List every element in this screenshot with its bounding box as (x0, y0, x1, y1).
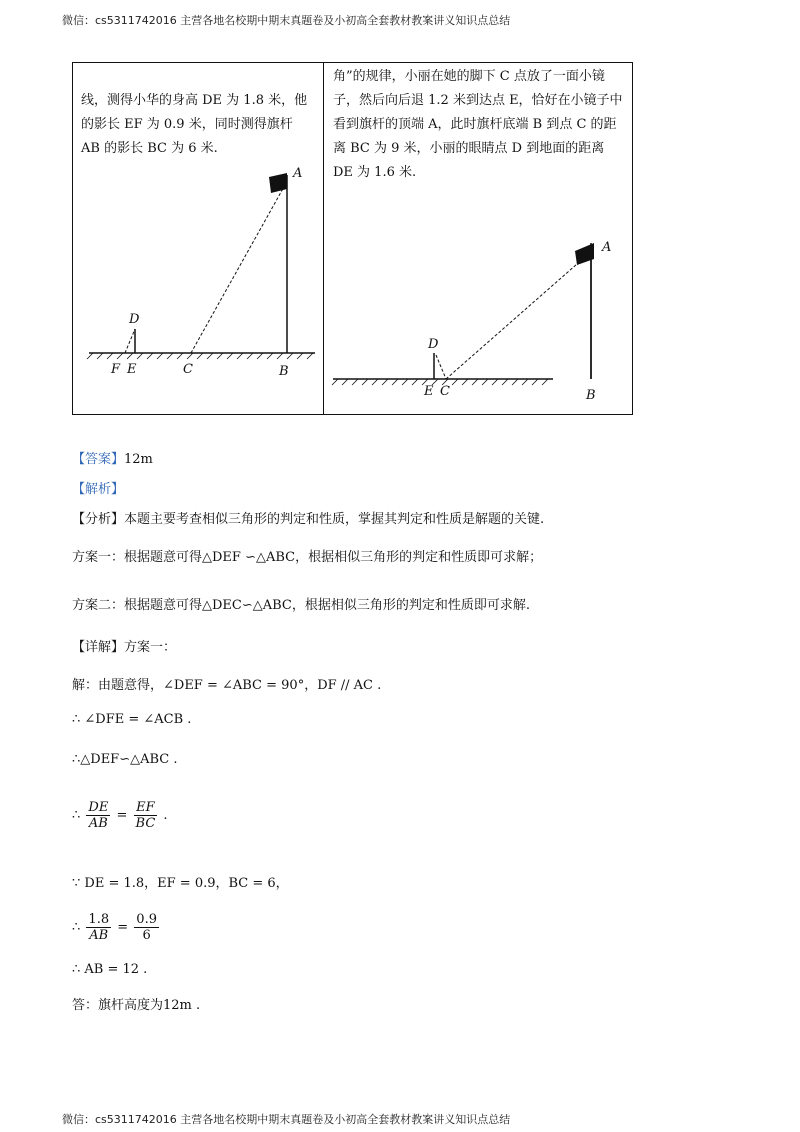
left-label-a: A (293, 166, 303, 181)
fraction-1.8-ab (86, 912, 111, 943)
step-2: ∴ ∠DFE = ∠ACB . (72, 712, 192, 727)
fenxi-line (72, 508, 544, 527)
step-4 (72, 800, 168, 831)
left-label-f: F (111, 362, 121, 377)
step-6 (72, 912, 161, 943)
fraction-ef-bc (134, 800, 158, 831)
fraction-numerator: EF (134, 800, 158, 816)
analysis-line (72, 478, 124, 497)
problem-table (72, 62, 633, 415)
answer-line (72, 448, 153, 467)
step-8: 答：旗杆高度为12m . (72, 998, 201, 1013)
right-label-d: D (428, 337, 439, 352)
answer-tag: 【答案】 (72, 452, 125, 467)
page-header: 微信：cs5311742016 主营各地名校期中期末真题卷及小初高全套教材教案讲义知识点总结 (62, 14, 511, 27)
equals-sign: = (116, 808, 128, 823)
answer-value: 12m (124, 452, 153, 467)
fraction-denominator: AB (88, 816, 108, 831)
left-label-d: D (129, 312, 140, 327)
left-flag (269, 173, 287, 193)
equals-sign: = (117, 920, 129, 935)
fenxi-tag: 【分析】 (72, 512, 125, 527)
plan1-line: 方案一：根据题意可得△DEF ∽△ABC，根据相似三角形的判定和性质即可求解； (72, 550, 543, 565)
left-label-b: B (279, 364, 289, 379)
analysis-tag: 【解析】 (72, 482, 125, 497)
right-label-c: C (440, 384, 450, 399)
right-label-e: E (424, 384, 434, 399)
right-problem-text: 角”的规律，小丽在她的脚下 C 点放了一面小镜子，然后向后退 1.2 米到达点 E，恰好在小镜子中看到旗杆的顶端 A，此时旗杆底端 B 到点 C 的距离 BC 为 9 米，小丽的眼睛点 D 到地面的距离 DE 为 1.6 米. (333, 69, 623, 180)
detail-tag: 【详解】 (72, 640, 125, 655)
fraction-numerator: DE (88, 800, 109, 815)
left-label-e: E (127, 362, 137, 377)
fraction-de-ab (86, 800, 110, 831)
detail-text: 方案一： (124, 640, 177, 655)
fraction-denominator: 6 (142, 928, 151, 943)
step-1: 解：由题意得，∠DEF = ∠ABC = 90°，DF // AC . (72, 678, 382, 693)
plan2-line: 方案二：根据题意可得△DEC∽△ABC，根据相似三角形的判定和性质即可求解. (72, 598, 531, 613)
right-label-b: B (586, 388, 596, 403)
fraction-denominator: AB (89, 928, 109, 943)
step-5: ∵ DE = 1.8，EF = 0.9，BC = 6， (72, 876, 289, 891)
step-4-suffix: . (163, 808, 168, 823)
fraction-0.9-6 (134, 912, 159, 943)
page-footer: 微信：cs5311742016 主营各地名校期中期末真题卷及小初高全套教材教案讲义知识点总结 (62, 1113, 511, 1126)
right-label-a: A (602, 240, 612, 255)
fenxi-text: 本题主要考查相似三角形的判定和性质，掌握其判定和性质是解题的关键. (124, 512, 545, 527)
detail-line (72, 636, 176, 655)
left-label-c: C (183, 362, 193, 377)
step-4-prefix: ∴ (72, 808, 81, 823)
step-7: ∴ AB = 12 . (72, 962, 148, 977)
right-figure (328, 173, 628, 403)
table-divider (323, 63, 324, 414)
fraction-denominator: BC (135, 816, 156, 831)
left-problem-text: 线，测得小华的身高 DE 为 1.8 米，他的影长 EF 为 0.9 米，同时测得旗杆 AB 的影长 BC 为 6 米. (81, 93, 308, 156)
fraction-numerator: 1.8 (88, 912, 110, 927)
left-figure (79, 163, 319, 383)
fraction-numerator: 0.9 (136, 912, 157, 927)
step-6-prefix: ∴ (72, 920, 81, 935)
step-3: ∴△DEF∽△ABC . (72, 752, 178, 767)
